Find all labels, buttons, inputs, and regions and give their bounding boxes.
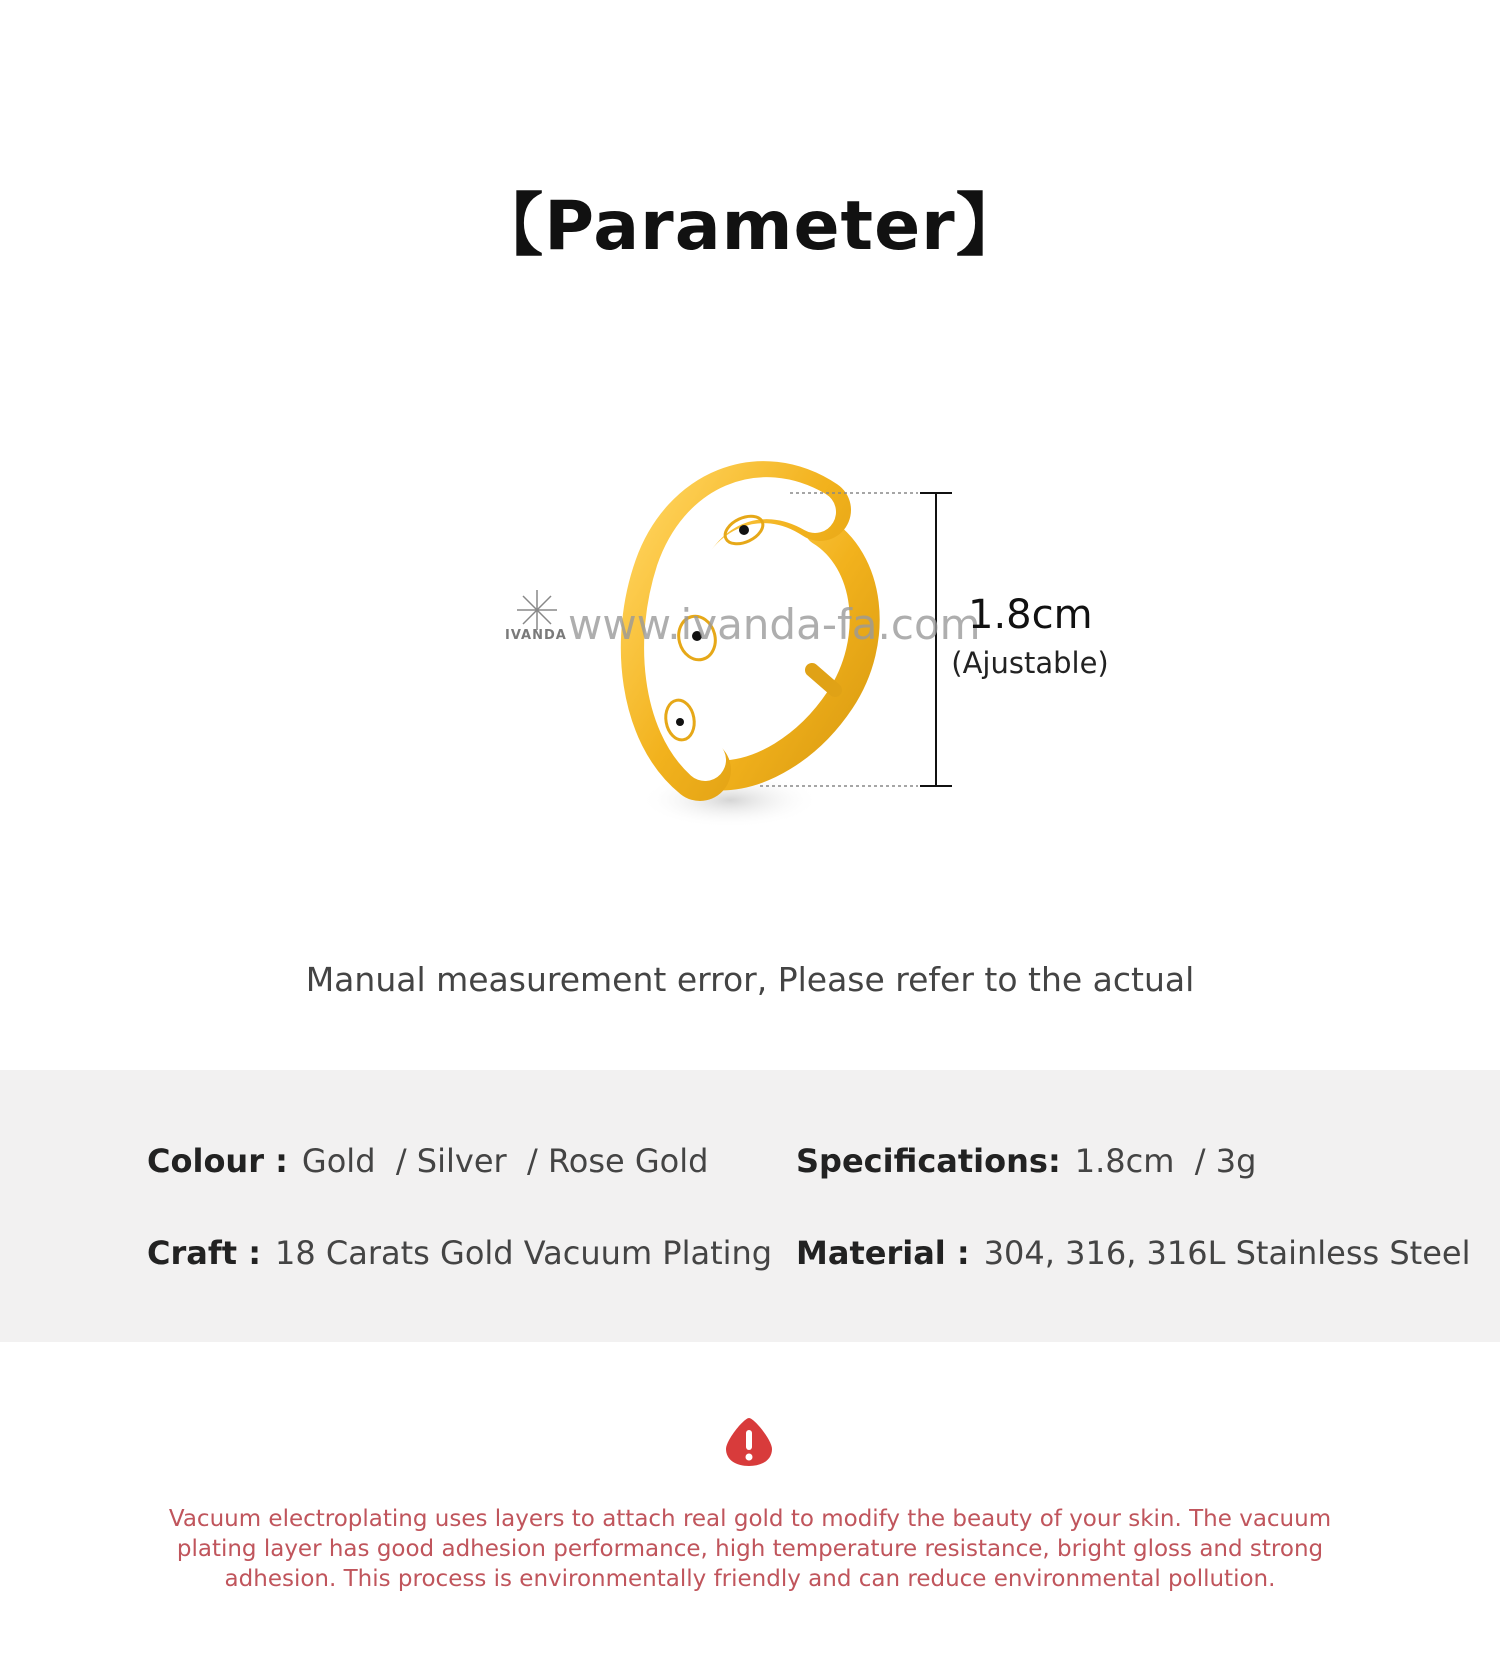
spec-material [796,1234,1470,1272]
spec-material-value: 304, 316, 316L Stainless Steel [983,1234,1471,1272]
spec-specifications [796,1142,1256,1180]
spec-craft [147,1234,772,1272]
page-title: 【Parameter】 [475,187,1025,266]
spec-colour [147,1142,708,1180]
watermark-brand: IVANDA [505,628,567,643]
spec-panel [0,1070,1500,1342]
spec-colour-value: Gold / Silver / Rose Gold [301,1142,709,1180]
spec-material-label: Material : [796,1234,970,1272]
plating-disclaimer: Vacuum electroplating uses layers to attach real gold to modify the beauty of your skin. The vacuum plating layer has good adhesion performance, high temperature resistance, bright gloss and strong adhesion. This process is environmentally friendly and can reduce environmental pollution. [168,1506,1332,1592]
spec-craft-label: Craft : [147,1234,262,1272]
spec-colour-label: Colour : [147,1142,288,1180]
sparkle-star-icon [517,590,557,630]
spec-specifications-value: 1.8cm / 3g [1074,1142,1257,1180]
dimension-note: (Ajustable) [951,646,1109,680]
watermark-url: www.ivanda-fa.com [568,600,981,649]
exclamation-alert-icon [724,1416,774,1472]
measurement-note: Manual measurement error, Please refer to the actual [305,960,1195,999]
dimension-size: 1.8cm [968,592,1093,638]
spec-craft-value: 18 Carats Gold Vacuum Plating [275,1234,773,1272]
ring-band-back [710,530,865,775]
spec-specifications-label: Specifications: [796,1142,1061,1180]
